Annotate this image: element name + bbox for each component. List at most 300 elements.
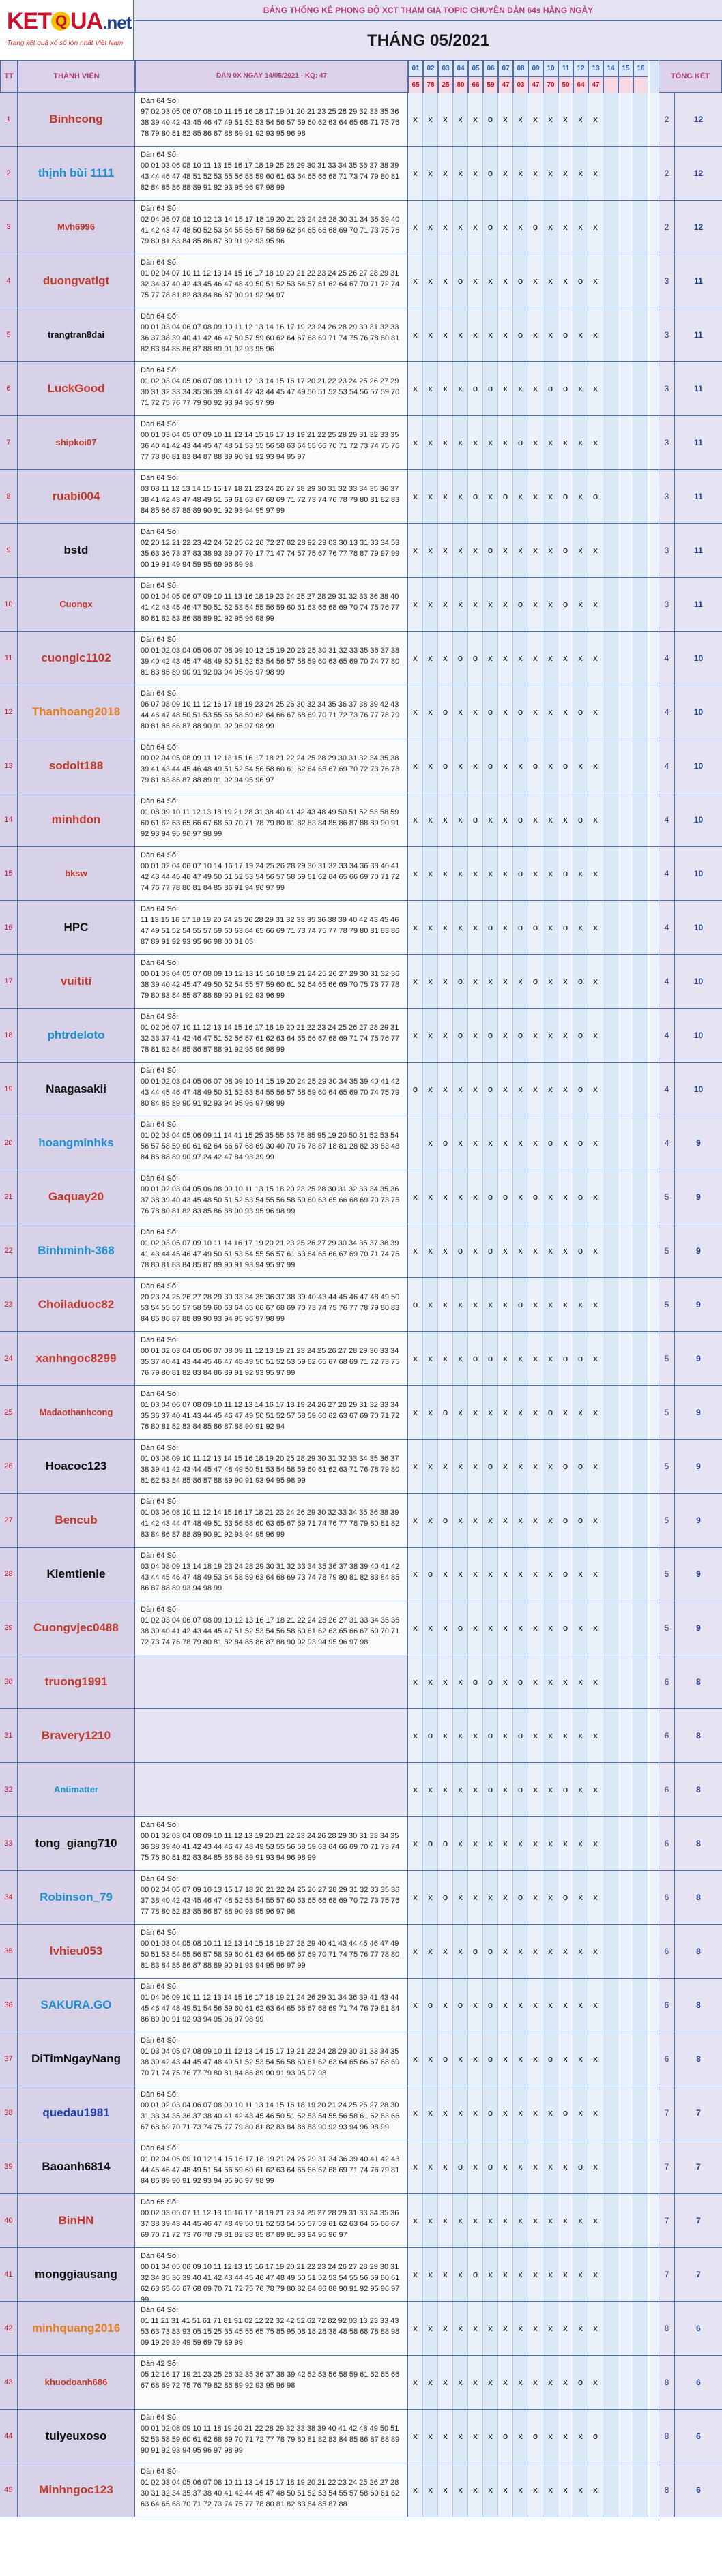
member-name-link[interactable]: shipkoi07 (18, 416, 135, 469)
miss-mark: x (513, 1170, 528, 1224)
member-name-link[interactable]: sodolt188 (18, 739, 135, 793)
hit-mark: o (483, 2140, 498, 2193)
hit-mark: o (453, 1601, 468, 1655)
row-index: 11 (0, 632, 18, 685)
miss-mark: x (588, 1170, 603, 1224)
dan-title: Dàn 64 Số: (141, 905, 179, 913)
empty-day-cell (618, 254, 633, 308)
miss-mark: x (468, 901, 483, 954)
hit-mark: o (573, 1063, 588, 1116)
dan-numbers (135, 362, 408, 415)
miss-mark: x (573, 1817, 588, 1870)
miss-mark: x (408, 1601, 423, 1655)
miss-mark: x (528, 632, 543, 685)
miss-mark: x (438, 1925, 453, 1978)
miss-mark: x (513, 1817, 528, 1870)
miss-mark: x (588, 1278, 603, 1331)
dan-list: 20 23 24 25 26 27 28 29 30 33 34 35 36 37 38 39 40 43 44 45 46 47 48 49 50 53 54 55 56 57 58 59 60 63 64 65 66 67 68 69 70 73 74 75 76 77 78 79 80 83 84 85 86 87 88 89 90 93 94 95 96 97 98 99 (141, 1293, 400, 1323)
member-name-link[interactable]: Bencub (18, 1494, 135, 1547)
empty-day-cell (633, 1548, 648, 1601)
miss-mark: x (408, 632, 423, 685)
miss-mark: x (573, 2302, 588, 2355)
win-count: 5 (659, 1440, 675, 1493)
dan-title: Dàn 64 Số: (141, 743, 179, 752)
win-count: 6 (659, 1655, 675, 1708)
row-index: 26 (0, 1440, 18, 1493)
row-index: 6 (0, 362, 18, 415)
row-index: 22 (0, 1224, 18, 1277)
miss-mark: x (558, 2032, 573, 2086)
win-count: 3 (659, 524, 675, 577)
miss-mark: x (408, 1009, 423, 1062)
miss-mark: x (408, 2086, 423, 2140)
miss-mark: x (543, 1655, 558, 1708)
member-name-link[interactable]: xanhngoc8299 (18, 1332, 135, 1385)
hit-mark: o (513, 685, 528, 739)
table-row (0, 308, 722, 362)
miss-mark: x (468, 1709, 483, 1762)
miss-mark: x (513, 201, 528, 254)
miss-mark: x (408, 685, 423, 739)
member-name-link[interactable]: Choiladuoc82 (18, 1278, 135, 1331)
dan-numbers (135, 847, 408, 900)
miss-mark: x (498, 2248, 513, 2301)
miss-mark: x (573, 847, 588, 900)
day-number: 14 (604, 61, 618, 77)
day-header (588, 60, 603, 93)
miss-mark: x (498, 1709, 513, 1762)
miss-mark: x (588, 93, 603, 146)
member-name-link[interactable]: Madaothanhcong (18, 1386, 135, 1439)
empty-day-cell (618, 416, 633, 469)
miss-mark: x (513, 2302, 528, 2355)
dan-numbers (135, 578, 408, 631)
row-spacer (650, 739, 659, 793)
dan-numbers (135, 1817, 408, 1870)
row-spacer (650, 1332, 659, 1385)
dan-list: 00 01 02 03 04 05 06 07 08 09 11 12 13 19 21 23 24 25 26 27 28 29 30 33 34 35 37 40 41 43 44 45 46 47 48 49 50 51 52 53 59 62 65 67 68 69 71 72 73 75 76 79 80 81 82 83 84 86 89 91 92 93 95 97 99 (141, 1347, 400, 1377)
miss-mark: x (423, 1386, 438, 1439)
dan-title: Dàn 64 Số: (141, 1121, 179, 1129)
miss-mark: x (423, 524, 438, 577)
miss-mark: x (498, 1332, 513, 1385)
miss-mark: x (423, 2410, 438, 2463)
miss-mark: x (498, 1278, 513, 1331)
member-name-link[interactable]: Minhngoc123 (18, 2463, 135, 2517)
row-spacer (650, 1817, 659, 1870)
miss-mark: x (588, 1817, 603, 1870)
hit-mark: o (423, 1979, 438, 2032)
miss-mark: x (588, 201, 603, 254)
miss-mark: x (573, 901, 588, 954)
hit-mark: o (483, 362, 498, 415)
miss-mark: x (438, 1170, 453, 1224)
miss-mark: x (453, 362, 468, 415)
miss-mark: x (468, 1009, 483, 1062)
row-spacer (650, 685, 659, 739)
dan-numbers (135, 201, 408, 254)
member-name-link[interactable]: vuititi (18, 955, 135, 1008)
total-score: 10 (675, 1063, 722, 1116)
dan-numbers (135, 2410, 408, 2463)
member-name-link[interactable]: phtrdeloto (18, 1009, 135, 1062)
miss-mark: x (543, 847, 558, 900)
miss-mark: x (513, 1440, 528, 1493)
empty-day-cell (603, 362, 618, 415)
miss-mark: x (423, 362, 438, 415)
empty-day-cell (603, 1440, 618, 1493)
row-spacer (650, 1009, 659, 1062)
member-name-link[interactable]: DiTimNgayNang (18, 2032, 135, 2086)
member-name-link[interactable]: khuodoanh686 (18, 2356, 135, 2409)
member-name-link[interactable]: Cuongvjec0488 (18, 1601, 135, 1655)
member-name-link[interactable]: hoangminhks (18, 1116, 135, 1170)
member-name-link[interactable]: tuiyeuxoso (18, 2410, 135, 2463)
day-number: 02 (424, 61, 437, 77)
dan-title: Dàn 64 Số: (141, 1228, 179, 1237)
day-number: 15 (619, 61, 633, 77)
empty-day-cell (618, 955, 633, 1008)
win-count: 3 (659, 578, 675, 631)
miss-mark: x (498, 1763, 513, 1816)
dan-list: 00 01 04 05 06 09 10 11 12 13 15 16 17 19 20 21 22 23 24 26 27 28 29 30 31 32 34 35 36 39 40 41 42 43 44 45 46 47 48 49 50 51 52 53 54 55 56 59 60 61 62 63 65 66 67 68 69 70 71 72 75 76 78 79 80 82 84 86 88 90 91 92 95 96 97 99 (141, 2263, 400, 2301)
miss-mark: x (528, 1763, 543, 1816)
empty-day-cell (618, 1009, 633, 1062)
table-row (0, 2248, 722, 2302)
member-name-link[interactable]: Naagasakii (18, 1063, 135, 1116)
empty-day-cell (603, 2194, 618, 2247)
hit-mark: o (558, 1332, 573, 1385)
hit-mark: o (558, 847, 573, 900)
dan-numbers (135, 1871, 408, 1924)
day-header (633, 60, 648, 93)
miss-mark: x (588, 524, 603, 577)
table-row (0, 1494, 722, 1548)
miss-mark: x (498, 1009, 513, 1062)
row-index: 32 (0, 1763, 18, 1816)
miss-mark: x (438, 2410, 453, 2463)
row-spacer (650, 1871, 659, 1924)
dan-list: 01 02 03 04 05 06 07 08 10 11 13 14 15 17 18 19 20 21 22 23 24 25 26 27 28 30 31 32 34 35 37 38 40 41 42 44 45 47 48 50 51 52 53 54 55 57 58 60 61 62 63 64 65 68 70 71 72 73 74 75 77 78 80 81 82 83 84 85 87 88 (141, 2478, 400, 2508)
miss-mark: x (468, 2463, 483, 2517)
table-row (0, 1925, 722, 1979)
hit-mark: o (468, 1332, 483, 1385)
member-name-link[interactable]: truong1991 (18, 1655, 135, 1708)
miss-mark: x (453, 470, 468, 523)
win-count: 7 (659, 2194, 675, 2247)
miss-mark: x (588, 1224, 603, 1277)
hit-mark: o (558, 2086, 573, 2140)
total-score: 8 (675, 1817, 722, 1870)
row-spacer (650, 578, 659, 631)
member-name-link[interactable]: trangtran8dai (18, 308, 135, 361)
table-row (0, 2140, 722, 2194)
miss-mark: x (483, 1871, 498, 1924)
total-score: 9 (675, 1494, 722, 1547)
hit-mark: o (483, 1063, 498, 1116)
miss-mark: x (558, 1278, 573, 1331)
miss-mark: x (453, 1332, 468, 1385)
miss-mark: x (588, 1871, 603, 1924)
empty-day-cell (603, 2463, 618, 2517)
total-score: 7 (675, 2086, 722, 2140)
row-index: 36 (0, 1979, 18, 2032)
hit-mark: o (573, 2356, 588, 2409)
day-number: 06 (484, 61, 497, 77)
member-name-link[interactable]: Bravery1210 (18, 1709, 135, 1762)
dan-title: Dàn 64 Số: (141, 312, 179, 321)
row-index: 21 (0, 1170, 18, 1224)
member-name-link[interactable]: Binhcong (18, 93, 135, 146)
miss-mark: x (543, 2463, 558, 2517)
hit-mark: o (483, 685, 498, 739)
dan-numbers (135, 2356, 408, 2409)
win-count: 4 (659, 632, 675, 685)
miss-mark: x (573, 2032, 588, 2086)
miss-mark: x (588, 308, 603, 361)
miss-mark: x (498, 847, 513, 900)
miss-mark: x (558, 254, 573, 308)
miss-mark: x (453, 578, 468, 631)
empty-day-cell (603, 2356, 618, 2409)
row-index: 43 (0, 2356, 18, 2409)
dan-numbers (135, 1655, 408, 1708)
miss-mark: x (408, 847, 423, 900)
logo-brand: KET Q UA.net (7, 8, 132, 34)
dan-list: 03 08 11 12 13 14 15 16 17 18 21 23 24 26 27 28 29 30 31 32 33 34 35 36 37 38 41 42 43 47 48 49 51 59 61 63 67 68 69 71 72 73 74 76 78 79 80 81 82 83 84 85 86 87 88 89 90 91 92 93 94 95 97 99 (141, 485, 400, 515)
row-spacer (650, 1063, 659, 1116)
day-number: 10 (544, 61, 558, 77)
hit-mark: o (528, 955, 543, 1008)
miss-mark: x (543, 254, 558, 308)
miss-mark: x (438, 1009, 453, 1062)
member-name-link[interactable]: thịnh bùi 1111 (18, 147, 135, 200)
miss-mark: x (543, 2410, 558, 2463)
miss-mark: x (573, 1925, 588, 1978)
table-row (0, 147, 722, 201)
member-name-link[interactable]: cuonglc1102 (18, 632, 135, 685)
miss-mark: x (573, 1548, 588, 1601)
row-spacer (650, 1979, 659, 2032)
miss-mark: x (423, 739, 438, 793)
total-score: 11 (675, 254, 722, 308)
empty-day-cell (618, 1925, 633, 1978)
table-row (0, 1655, 722, 1709)
row-index: 35 (0, 1925, 18, 1978)
miss-mark: x (498, 2302, 513, 2355)
win-count: 6 (659, 1925, 675, 1978)
miss-mark: x (453, 147, 468, 200)
row-spacer (650, 1655, 659, 1708)
win-count: 8 (659, 2410, 675, 2463)
day-number: 05 (469, 61, 482, 77)
miss-mark: x (558, 2463, 573, 2517)
miss-mark: x (453, 1440, 468, 1493)
hit-mark: o (558, 901, 573, 954)
miss-mark: x (438, 1224, 453, 1277)
miss-mark: x (423, 2463, 438, 2517)
miss-mark: x (498, 1224, 513, 1277)
member-name-link[interactable]: Antimatter (18, 1763, 135, 1816)
member-name-link[interactable]: Baoanh6814 (18, 2140, 135, 2193)
dan-list: 01 02 04 06 09 10 12 14 15 16 17 18 19 21 24 26 29 31 34 36 39 40 41 42 43 44 45 46 47 48 49 51 54 56 59 60 61 62 63 64 65 66 67 68 69 71 74 76 79 81 84 86 89 90 91 92 93 94 95 96 97 98 99 (141, 2155, 400, 2185)
miss-mark: x (423, 1925, 438, 1978)
hit-mark: o (483, 739, 498, 793)
empty-day-cell (618, 2194, 633, 2247)
member-name-link[interactable]: ruabi004 (18, 470, 135, 523)
site-logo[interactable] (0, 0, 134, 60)
miss-mark: x (453, 1817, 468, 1870)
miss-mark: x (423, 847, 438, 900)
member-name-link[interactable]: Thanhoang2018 (18, 685, 135, 739)
miss-mark: x (543, 1709, 558, 1762)
miss-mark: x (588, 1601, 603, 1655)
miss-mark: x (588, 1655, 603, 1708)
member-name-link[interactable]: bksw (18, 847, 135, 900)
miss-mark: x (588, 739, 603, 793)
miss-mark: x (588, 632, 603, 685)
dan-list: 00 01 02 04 06 07 10 14 16 17 19 24 25 26 28 29 30 31 32 33 34 36 38 40 41 42 43 44 45 46 47 49 50 51 52 53 54 56 57 58 59 61 62 64 65 66 69 70 71 72 74 76 77 78 80 81 84 85 86 91 94 96 97 99 (141, 862, 400, 892)
total-score: 9 (675, 1386, 722, 1439)
empty-day-cell (618, 685, 633, 739)
row-index: 17 (0, 955, 18, 1008)
miss-mark: x (438, 1763, 453, 1816)
hit-mark: o (468, 632, 483, 685)
hit-mark: o (483, 147, 498, 200)
row-index: 41 (0, 2248, 18, 2301)
total-score: 11 (675, 416, 722, 469)
member-name-link[interactable]: HPC (18, 901, 135, 954)
miss-mark: x (423, 416, 438, 469)
empty-day-cell (603, 1494, 618, 1547)
miss-mark: x (498, 416, 513, 469)
dan-numbers (135, 739, 408, 793)
empty-day-cell (603, 1709, 618, 1762)
member-name-link[interactable]: Mvh6996 (18, 201, 135, 254)
dan-title: Dàn 42 Số: (141, 2360, 179, 2368)
dan-numbers (135, 470, 408, 523)
member-name-link[interactable]: Kiemtienle (18, 1548, 135, 1601)
member-name-link[interactable]: minhquang2016 (18, 2302, 135, 2355)
hit-mark: o (543, 1386, 558, 1439)
row-index: 44 (0, 2410, 18, 2463)
table-row (0, 2194, 722, 2248)
miss-mark: x (513, 1601, 528, 1655)
miss-mark: x (558, 416, 573, 469)
miss-mark: x (528, 2194, 543, 2247)
miss-mark: x (423, 1440, 438, 1493)
dan-title: Dàn 64 Số: (141, 2090, 179, 2099)
dan-list: 02 04 05 07 08 10 12 13 14 15 17 18 19 20 21 23 24 26 28 30 31 34 35 39 40 41 42 43 47 48 50 52 53 54 55 56 57 58 59 62 64 65 66 68 69 70 71 73 75 76 79 80 81 83 84 85 86 87 89 91 92 93 95 96 (141, 216, 400, 246)
member-name-link[interactable]: lvhieu053 (18, 1925, 135, 1978)
miss-mark: x (528, 1709, 543, 1762)
miss-mark: x (423, 2194, 438, 2247)
miss-mark: x (483, 470, 498, 523)
table-row (0, 1601, 722, 1655)
empty-day-cell (603, 1170, 618, 1224)
empty-day-cell (603, 416, 618, 469)
member-name-link[interactable]: LuckGood (18, 362, 135, 415)
empty-day-cell (618, 1709, 633, 1762)
miss-mark: x (513, 524, 528, 577)
miss-mark: x (588, 685, 603, 739)
empty-day-cell (633, 793, 648, 846)
miss-mark: x (438, 2463, 453, 2517)
miss-mark: x (588, 2032, 603, 2086)
miss-mark: x (558, 2356, 573, 2409)
member-name-link[interactable]: monggiausang (18, 2248, 135, 2301)
dan-title: Dàn 64 Số: (141, 1875, 179, 1883)
member-name-link[interactable]: Cuongx (18, 578, 135, 631)
miss-mark: x (453, 1386, 468, 1439)
empty-day-cell (603, 1009, 618, 1062)
total-score: 9 (675, 1440, 722, 1493)
row-spacer (650, 1763, 659, 1816)
table-row (0, 93, 722, 147)
miss-mark: x (498, 1871, 513, 1924)
empty-day-cell (633, 2140, 648, 2193)
member-name-link[interactable]: Binhminh-368 (18, 1224, 135, 1277)
day-header (423, 60, 438, 93)
empty-day-cell (618, 1763, 633, 1816)
miss-mark: x (483, 1494, 498, 1547)
row-index: 16 (0, 901, 18, 954)
member-name-link[interactable]: tong_giang710 (18, 1817, 135, 1870)
miss-mark: x (528, 362, 543, 415)
miss-mark: x (558, 1386, 573, 1439)
win-count: 8 (659, 2356, 675, 2409)
hit-mark: o (453, 1979, 468, 2032)
miss-mark: x (558, 1116, 573, 1170)
dan-title: Dàn 64 Số: (141, 1444, 179, 1452)
member-name-link[interactable]: bstd (18, 524, 135, 577)
empty-day-cell (618, 793, 633, 846)
member-name-link[interactable]: Hoacoc123 (18, 1440, 135, 1493)
miss-mark: x (408, 739, 423, 793)
member-name-link[interactable]: duongvatlgt (18, 254, 135, 308)
miss-mark: x (558, 2194, 573, 2247)
miss-mark: x (543, 470, 558, 523)
miss-mark: x (498, 901, 513, 954)
miss-mark: x (588, 2086, 603, 2140)
member-name-link[interactable]: minhdon (18, 793, 135, 846)
empty-day-cell (603, 901, 618, 954)
miss-mark: x (483, 1548, 498, 1601)
miss-mark: x (498, 1979, 513, 2032)
miss-mark: x (588, 2302, 603, 2355)
miss-mark: x (558, 2248, 573, 2301)
miss-mark: x (438, 955, 453, 1008)
miss-mark: x (588, 901, 603, 954)
day-result: 47 (529, 77, 543, 93)
dan-title: Dàn 64 Số: (141, 1282, 179, 1290)
day-header (558, 60, 573, 93)
miss-mark: x (468, 147, 483, 200)
miss-mark: x (558, 1817, 573, 1870)
empty-day-cell (618, 2463, 633, 2517)
total-score: 10 (675, 847, 722, 900)
member-name-link[interactable]: quedau1981 (18, 2086, 135, 2140)
member-name-link[interactable]: Robinson_79 (18, 1871, 135, 1924)
win-count: 6 (659, 1979, 675, 2032)
member-name-link[interactable]: Gaquay20 (18, 1170, 135, 1224)
miss-mark: x (588, 2140, 603, 2193)
page-header (0, 0, 722, 61)
miss-mark: x (453, 847, 468, 900)
dan-list: 00 01 03 06 08 10 11 13 15 16 17 18 19 25 28 29 30 31 33 34 35 36 37 38 39 43 44 46 47 48 51 52 53 55 56 58 59 60 61 63 64 65 66 68 71 73 74 79 80 81 82 84 85 86 88 89 91 92 93 95 96 97 98 99 (141, 162, 400, 192)
member-name-link[interactable]: SAKURA.GO (18, 1979, 135, 2032)
member-name-link[interactable]: BinHN (18, 2194, 135, 2247)
